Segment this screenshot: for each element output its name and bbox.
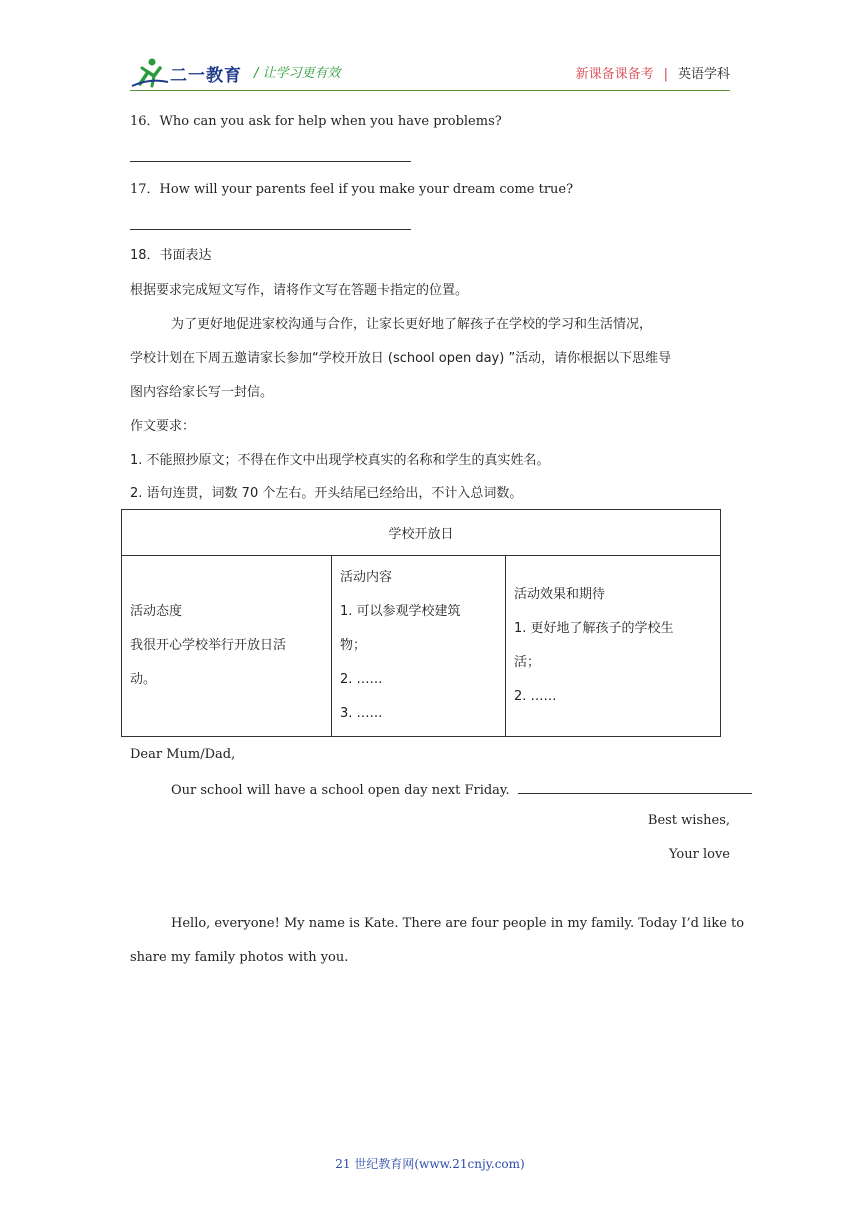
attitude-line: 我很开心学校举行开放日活 (130, 638, 287, 653)
letter-greeting: Dear Mum/Dad, (130, 747, 236, 762)
attitude-line: 动。 (130, 672, 157, 687)
requirements-title: 作文要求： (130, 419, 196, 434)
header-separator: | (663, 67, 668, 82)
page-header (130, 56, 730, 90)
requirement-1: 1. 不能照抄原文；不得在作文中出现学校真实的名称和学生的真实姓名。 (130, 453, 550, 468)
page-footer: 21 世纪教育网(www.21cnjy.com) (335, 1157, 525, 1171)
answer-line-17[interactable] (130, 229, 411, 230)
writing-paragraph-line1: 为了更好地促进家校沟通与合作，让家长更好地了解孩子在学校的学习和生活情况， (171, 317, 653, 332)
table-cell-attitude (122, 556, 332, 737)
letter-opening: Our school will have a school open day next Friday. (171, 783, 510, 798)
letter-closing-1: Best wishes, (647, 813, 730, 828)
effect-line: 活； (514, 655, 541, 670)
question-16: 16．Who can you ask for help when you have problems? (130, 114, 502, 129)
header-tagline: 新课备课备考 (575, 67, 654, 82)
letter-opening-row (171, 779, 752, 801)
requirement-2: 2. 语句连贯，词数 70 个左右。开头结尾已经给出，不计入总词数。 (130, 486, 523, 501)
passage-line-1: Hello, everyone! My name is Kate. There are four people in my family. Today I’d like to (171, 916, 745, 931)
table-cell-effect (506, 556, 721, 737)
content-line: 1. 可以参观学校建筑 (340, 604, 461, 619)
question-18: 18．书面表达 (130, 248, 212, 263)
answer-line-16[interactable] (130, 161, 411, 162)
header-subject: 英语学科 (677, 67, 730, 82)
writing-paragraph-line3: 图内容给家长写一封信。 (130, 385, 274, 400)
content-line: 物； (340, 638, 367, 653)
effect-line: 2. …… (514, 689, 557, 704)
letter-answer-blank[interactable] (518, 779, 752, 794)
effect-heading: 活动效果和期待 (514, 587, 606, 602)
slogan: / 让学习更有效 (254, 66, 341, 81)
open-day-table (121, 509, 721, 737)
passage-line-2: share my family photos with you. (130, 950, 349, 965)
content-line: 3. …… (340, 706, 383, 721)
table-cell-content (332, 556, 506, 737)
content-heading: 活动内容 (340, 570, 393, 585)
header-divider (130, 90, 730, 91)
letter-closing-2: Your love (668, 847, 730, 862)
table-title: 学校开放日 (122, 510, 721, 556)
writing-instruction: 根据要求完成短文写作，请将作文写在答题卡指定的位置。 (130, 283, 469, 298)
effect-line: 1. 更好地了解孩子的学校生 (514, 621, 674, 636)
question-17: 17．How will your parents feel if you make your dream come true? (130, 182, 574, 197)
content-line: 2. …… (340, 672, 383, 687)
logo-text: 二一教育 (170, 66, 242, 86)
writing-paragraph-line2: 学校计划在下周五邀请家长参加“学校开放日 (school open day) ”活动，请你根据以下思维导 (130, 351, 672, 366)
attitude-heading: 活动态度 (130, 604, 183, 619)
header-right (576, 63, 730, 82)
